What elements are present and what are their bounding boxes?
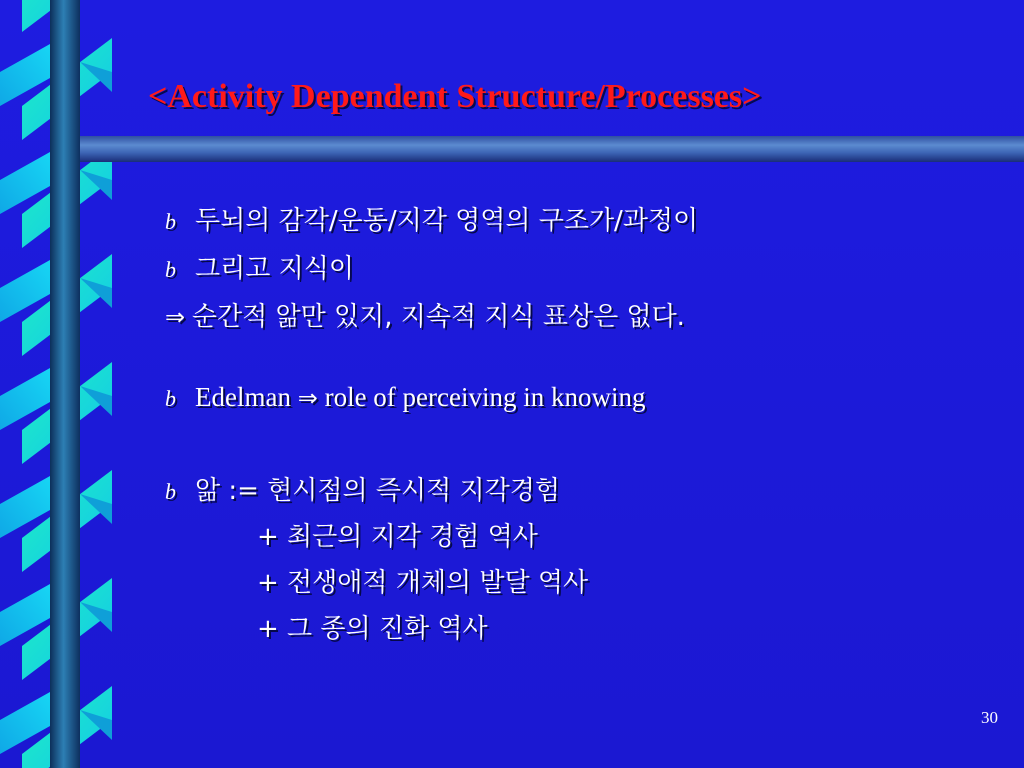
bullet-line-1 xyxy=(165,200,698,237)
bullet-line-2 xyxy=(165,248,354,285)
implies-arrow-icon: ⇒ xyxy=(165,303,186,331)
conclusion-line xyxy=(165,296,685,333)
line-text: + 그 종의 진화 역사 xyxy=(257,614,488,644)
line-text: + 최근의 지각 경험 역사 xyxy=(257,522,538,552)
line-text: 앎 := 현시점의 즉시적 지각경험 xyxy=(195,476,560,506)
bullet-icon: b xyxy=(165,386,176,411)
bullet-line-edelman xyxy=(165,382,646,413)
line-text: 그리고 지식이 xyxy=(195,254,354,284)
line-text-before: Edelman xyxy=(195,382,291,412)
line-text: + 전생애적 개체의 발달 역사 xyxy=(257,568,589,598)
bullet-icon: b xyxy=(165,209,176,234)
bullet-icon: b xyxy=(165,257,176,282)
bullet-line-knowing xyxy=(165,470,560,507)
sub-line-2 xyxy=(257,562,588,599)
slide-title: <Activity Dependent Structure/Processes> xyxy=(148,78,762,115)
line-text: 순간적 앎만 있지, 지속적 지식 표상은 없다. xyxy=(191,302,685,332)
sub-line-1 xyxy=(257,516,538,553)
sub-line-3 xyxy=(257,608,488,645)
bullet-icon: b xyxy=(165,479,176,504)
line-text: 두뇌의 감각/운동/지각 영역의 구조가/과정이 xyxy=(195,206,699,236)
page-number: 30 xyxy=(981,708,998,727)
line-text-after: role of perceiving in knowing xyxy=(324,382,646,412)
implies-arrow-icon: ⇒ xyxy=(297,384,318,412)
